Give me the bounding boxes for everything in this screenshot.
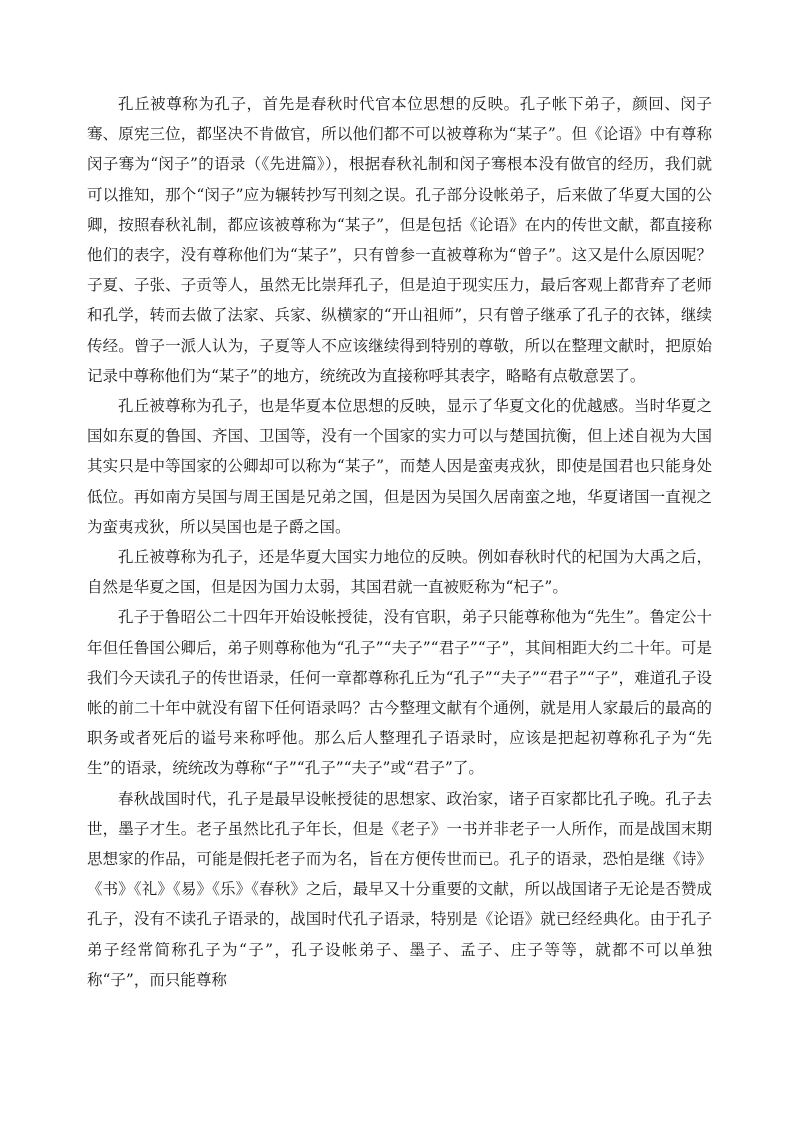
paragraph-4: 孔子于鲁昭公二十四年开始设帐授徒，没有官职，弟子只能尊称他为“先生”。鲁定公十年但任鲁国公卿后，弟子则尊称他为“孔子”“夫子”“君子”“子”，其间相距大约二十年。可是我们今天读孔子的传世语录，任何一章都尊称孔丘为“孔子”“夫子”“君子”“子”，难道孔子设帐的前二十年中就没有留下任何语录吗？古今整理文献有个通例，就是用人家最后的最高的职务或者死后的谥号来称呼他。那么后人整理孔子语录时，应该是把起初尊称孔子为“先生”的语录，统统改为尊称“子”“孔子”“夫子”或“君子”了。	[87, 608, 712, 778]
document-body	[87, 89, 712, 995]
paragraph-2: 孔丘被尊称为孔子，也是华夏本位思想的反映，显示了华夏文化的优越感。当时华夏之国如东夏的鲁国、齐国、卫国等，没有一个国家的实力可以与楚国抗衡，但上述自视为大国其实只是中等国家的公卿却可以称为“某子”，而楚人因是蛮夷戎狄，即使是国君也只能身处低位。再如南方吴国与周王国是兄弟之国，但是因为吴国久居南蛮之地，华夏诸国一直视之为蛮夷戎狄，所以吴国也是子爵之国。	[87, 397, 712, 536]
paragraph-5: 春秋战国时代，孔子是最早设帐授徒的思想家、政治家，诸子百家都比孔子晚。孔子去世，墨子才生。老子虽然比孔子年长，但是《老子》一书并非老子一人所作，而是战国末期思想家的作品，可能是假托老子而为名，旨在方便传世而已。孔子的语录，恐怕是继《诗》《书》《礼》《易》《乐》《春秋》之后，最早又十分重要的文献，所以战国诸子无论是否赞成孔子，没有不读孔子语录的，战国时代孔子语录，特别是《论语》就已经经典化。由于孔子弟子经常简称孔子为“子”，孔子设帐弟子、墨子、孟子、庄子等等，就都不可以单独称“子”，而只能尊称	[87, 789, 712, 989]
paragraph-3: 孔丘被尊称为孔子，还是华夏大国实力地位的反映。例如春秋时代的杞国为大禹之后，自然是华夏之国，但是因为国力太弱，其国君就一直被贬称为“杞子”。	[87, 548, 712, 597]
paragraph-1: 孔丘被尊称为孔子，首先是春秋时代官本位思想的反映。孔子帐下弟子，颜回、闵子骞、原宪三位，都坚决不肯做官，所以他们都不可以被尊称为“某子”。但《论语》中有尊称闵子骞为“闵子”的语录（《先进篇》），根据春秋礼制和闵子骞根本没有做官的经历，我们就可以推知，那个“闵子”应为辗转抄写刊刻之误。孔子部分设帐弟子，后来做了华夏大国的公卿，按照春秋礼制，都应该被尊称为“某子”，但是包括《论语》在内的传世文献，都直接称他们的表字，没有尊称他们为“某子”，只有曾参一直被尊称为“曾子”。这又是什么原因呢？子夏、子张、子贡等人，虽然无比崇拜孔子，但是迫于现实压力，最后客观上都背弃了老师和孔学，转而去做了法家、兵家、纵横家的“开山祖师”，只有曾子继承了孔子的衣钵，继续传经。曾子一派人认为，子夏等人不应该继续得到特别的尊敬，所以在整理文献时，把原始记录中尊称他们为“某子”的地方，统统改为直接称呼其表字，略略有点敬意罢了。	[87, 95, 712, 385]
